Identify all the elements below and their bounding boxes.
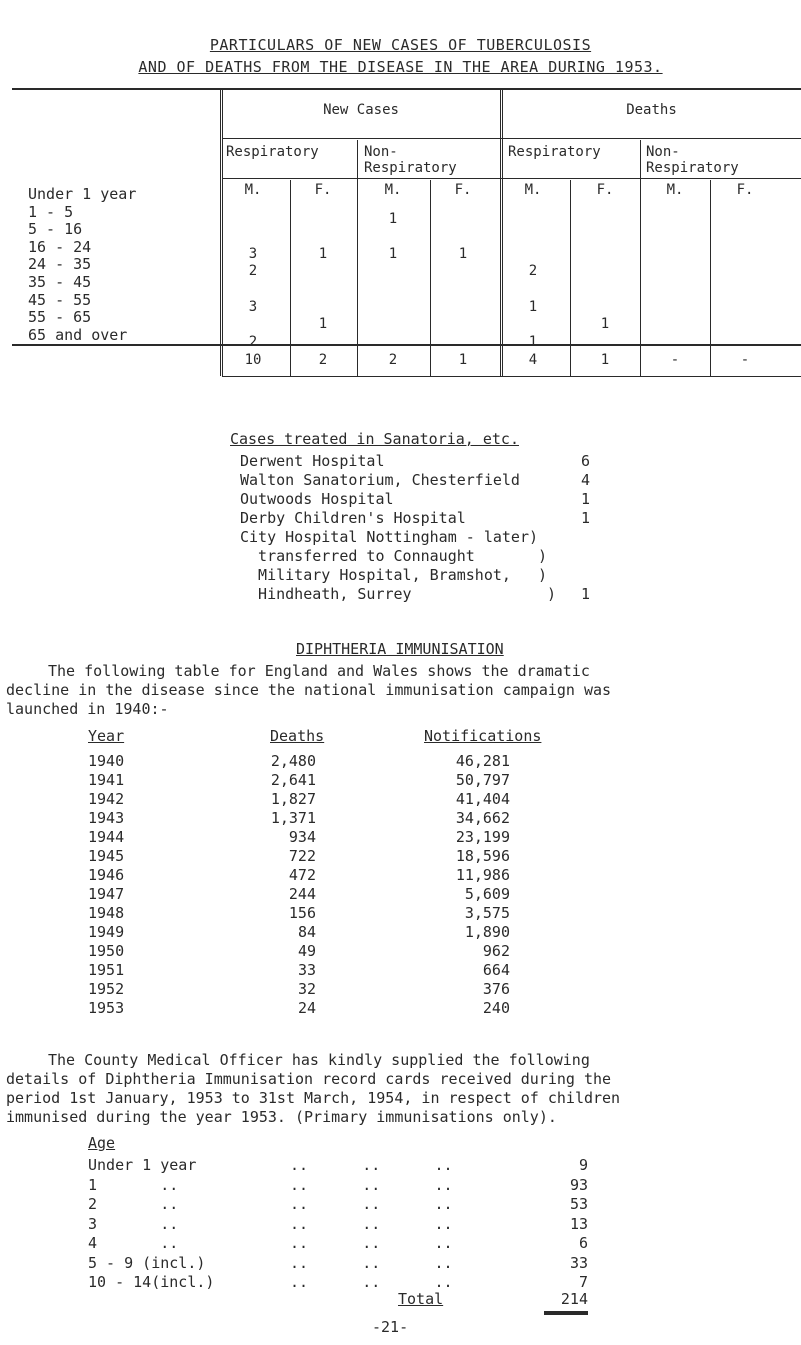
imm-age: 2 ..: [88, 1195, 179, 1213]
sanatoria-name: Derby Children's Hospital: [240, 509, 466, 527]
diph-year: 1947: [88, 885, 125, 903]
diph-deaths: 934: [288, 828, 316, 846]
sanatoria-count: 4: [580, 471, 590, 489]
total-cell: 1: [458, 352, 468, 368]
total-cell: 4: [528, 352, 538, 368]
diph-year: 1941: [88, 771, 125, 789]
diph-deaths: 2,480: [270, 752, 316, 770]
diph-deaths: 244: [288, 885, 316, 903]
diph-year: 1952: [88, 980, 125, 998]
diph-deaths: 1,371: [270, 809, 316, 827]
diph-deaths: 32: [297, 980, 316, 998]
diph-notifications: 18,596: [455, 847, 510, 865]
diph-year: 1945: [88, 847, 125, 865]
diph-year: 1953: [88, 999, 125, 1017]
page-number: -21-: [372, 1318, 409, 1336]
sex-header: M.: [666, 182, 684, 198]
diph-notifications: 11,986: [455, 866, 510, 884]
diph-deaths: 24: [297, 999, 316, 1017]
diphtheria-intro-line: decline in the disease since the national immunisation campaign was: [6, 681, 612, 699]
sex-header: F.: [454, 182, 472, 198]
imm-leader-dots: .. .. ..: [290, 1156, 453, 1174]
imm-count: 33: [569, 1253, 588, 1272]
sex-header: M.: [524, 182, 542, 198]
age-heading: Age: [88, 1134, 116, 1152]
diph-deaths: 49: [297, 942, 316, 960]
table-cell: 1: [388, 210, 398, 227]
diph-notifications: 3,575: [464, 904, 510, 922]
sex-header: M.: [384, 182, 402, 198]
diph-deaths: 1,827: [270, 790, 316, 808]
table-cell: 1: [600, 316, 610, 333]
imm-leader-dots: .. .. ..: [290, 1214, 453, 1233]
sanatoria-name: Military Hospital, Bramshot, ): [240, 566, 548, 584]
diph-notifications: 5,609: [464, 885, 510, 903]
diph-year: 1951: [88, 961, 125, 979]
diph-deaths: 156: [288, 904, 316, 922]
imm-age: 5 - 9 (incl.): [88, 1253, 206, 1272]
page-title-line1: PARTICULARS OF NEW CASES OF TUBERCULOSIS: [209, 36, 592, 54]
diph-year: 1946: [88, 866, 125, 884]
sanatoria-name: Hindheath, Surrey ): [240, 585, 557, 603]
total-label: Total: [398, 1290, 444, 1308]
age-group-label: Under 1 year: [28, 185, 137, 203]
imm-leader-dots: .. .. ..: [290, 1234, 453, 1252]
age-group-label: 16 - 24: [28, 237, 92, 256]
sanatoria-count: 1: [580, 490, 590, 508]
sex-header: M.: [244, 182, 262, 198]
diph-notifications: 240: [482, 999, 510, 1017]
diphtheria-heading: DIPHTHERIA IMMUNISATION: [296, 640, 504, 658]
diph-deaths: 722: [288, 847, 316, 865]
diph-year: 1942: [88, 790, 125, 808]
diphtheria-intro-line: launched in 1940:-: [6, 700, 169, 718]
age-group-label: 5 - 16: [28, 220, 83, 239]
diph-year: 1940: [88, 752, 125, 770]
sex-header: F.: [314, 182, 332, 198]
diph-notifications: 376: [482, 980, 510, 998]
header-new-respiratory: Respiratory: [226, 144, 319, 160]
diph-notifications: 34,662: [455, 809, 510, 827]
imm-count: 93: [569, 1175, 588, 1194]
table-cell: 1: [318, 245, 328, 262]
immunised-intro-line: The County Medical Officer has kindly supplied the following: [48, 1051, 590, 1069]
table-cell: 2: [248, 263, 258, 280]
table-cell: 2: [528, 263, 538, 280]
total-value: 214: [560, 1290, 588, 1308]
sanatoria-name: Walton Sanatorium, Chesterfield: [240, 471, 520, 489]
diph-notifications: 23,199: [455, 828, 510, 846]
tuberculosis-table: [12, 88, 801, 410]
total-cell: -: [670, 352, 680, 368]
imm-leader-dots: .. .. ..: [290, 1175, 453, 1194]
table-cell: 1: [458, 245, 468, 262]
diph-year: 1944: [88, 828, 125, 846]
total-cell: 1: [600, 352, 610, 368]
imm-age: 1 ..: [88, 1175, 179, 1194]
diph-deaths: 472: [288, 866, 316, 884]
header-new-cases: New Cases: [323, 102, 399, 118]
table-cell: 1: [528, 333, 538, 350]
total-cell: 2: [318, 352, 328, 368]
immunised-intro-line: period 1st January, 1953 to 31st March, 1954, in respect of children: [6, 1089, 621, 1107]
sex-header: F.: [596, 182, 614, 198]
header-deaths-respiratory: Respiratory: [508, 144, 601, 160]
total-cell: 10: [244, 352, 262, 368]
diph-notifications: 46,281: [455, 752, 510, 770]
age-group-label: 65 and over: [28, 325, 128, 344]
header-deaths: Deaths: [626, 102, 677, 118]
sanatoria-name: Outwoods Hospital: [240, 490, 394, 508]
sanatoria-name: transferred to Connaught ): [240, 547, 548, 565]
imm-count: 9: [578, 1156, 588, 1174]
table-cell: 1: [388, 245, 398, 262]
imm-age: Under 1 year: [88, 1156, 197, 1174]
imm-age: 10 - 14(incl.): [88, 1273, 215, 1291]
diph-year: 1950: [88, 942, 125, 960]
diph-year: 1943: [88, 809, 125, 827]
table-cell: 3: [248, 298, 258, 315]
diph-notifications: 50,797: [455, 771, 510, 789]
age-group-label: 45 - 55: [28, 290, 92, 309]
table-cell: 3: [248, 245, 258, 262]
sanatoria-count: 6: [580, 452, 590, 470]
immunised-intro-line: immunised during the year 1953. (Primary immunisations only).: [6, 1108, 557, 1126]
sanatoria-heading: Cases treated in Sanatoria, etc.: [230, 430, 519, 448]
diph-notifications: 41,404: [455, 790, 510, 808]
imm-count: 53: [569, 1195, 588, 1213]
imm-age: 4 ..: [88, 1234, 179, 1252]
table-cell: 2: [248, 333, 258, 350]
diphtheria-intro-line: The following table for England and Wales shows the dramatic: [48, 662, 590, 680]
table-cell: 1: [528, 298, 538, 315]
imm-leader-dots: .. .. ..: [290, 1273, 453, 1291]
sanatoria-name: City Hospital Nottingham - later): [240, 528, 539, 546]
sex-header: F.: [736, 182, 754, 198]
imm-leader-dots: .. .. ..: [290, 1195, 453, 1213]
total-double-rule: [544, 1311, 588, 1315]
table-cell: 1: [318, 316, 328, 333]
total-cell: -: [740, 352, 750, 368]
sanatoria-count: 1: [580, 585, 590, 603]
imm-age: 3 ..: [88, 1214, 179, 1233]
sanatoria-count: 1: [580, 509, 590, 527]
sanatoria-name: Derwent Hospital: [240, 452, 385, 470]
immunised-intro-line: details of Diphtheria Immunisation record cards received during the: [6, 1070, 612, 1088]
diph-year: 1948: [88, 904, 125, 922]
diph-notifications: 1,890: [464, 923, 510, 941]
col-header-notifications: Notifications: [424, 727, 542, 745]
diph-deaths: 2,641: [270, 771, 316, 789]
diph-deaths: 84: [297, 923, 316, 941]
total-cell: 2: [388, 352, 398, 368]
age-group-label: 55 - 65: [28, 308, 92, 327]
diph-notifications: 962: [482, 942, 510, 960]
col-header-year: Year: [88, 727, 125, 745]
imm-count: 6: [578, 1234, 588, 1252]
col-header-deaths: Deaths: [270, 727, 325, 745]
imm-count: 13: [569, 1214, 588, 1233]
header-deaths-non-respiratory: Non- Respiratory: [646, 144, 739, 176]
diph-deaths: 33: [297, 961, 316, 979]
age-group-label: 1 - 5: [28, 202, 74, 221]
diph-notifications: 664: [482, 961, 510, 979]
imm-count: 7: [578, 1273, 588, 1291]
age-group-label: 35 - 45: [28, 273, 92, 291]
page-title-line2: AND OF DEATHS FROM THE DISEASE IN THE AREA DURING 1953.: [138, 58, 663, 76]
imm-leader-dots: .. .. ..: [290, 1253, 453, 1272]
diph-year: 1949: [88, 923, 125, 941]
header-new-non-respiratory: Non- Respiratory: [364, 144, 457, 176]
age-group-label: 24 - 35: [28, 255, 92, 274]
